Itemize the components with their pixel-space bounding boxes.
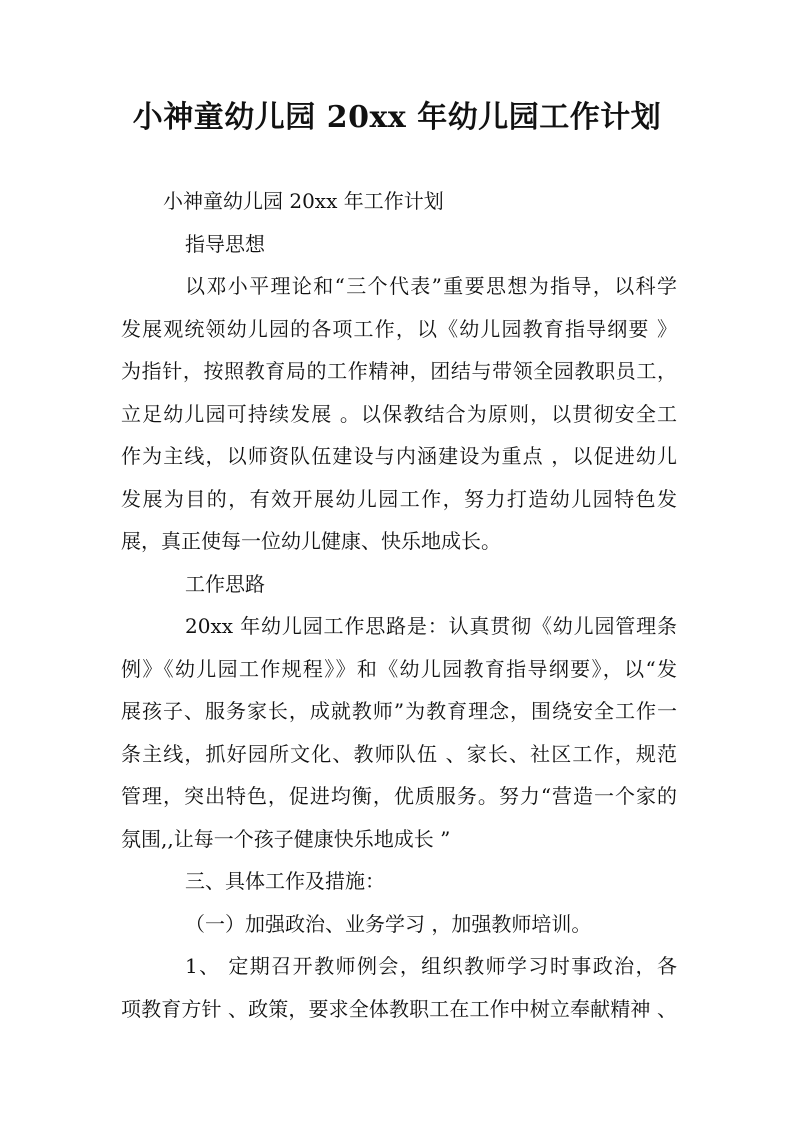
paragraph-line: 立足幼儿园可持续发展 。以保教结合为原则，以贯彻安全工	[121, 402, 677, 426]
paragraph-line: 氛围,,让每一个孩子健康快乐地成长 ”	[121, 827, 451, 851]
paragraph-line: 展孩子、服务家长，成就教师”为教育理念，围绕安全工作一	[121, 699, 677, 723]
paragraph-line: 管理，突出特色，促进均衡，优质服务。努力“营造一个家的	[121, 784, 677, 808]
paragraph-line: 20xx 年幼儿园工作思路是：认真贯彻《幼儿园管理条	[185, 614, 677, 638]
section-heading-work-ideas: 工作思路	[185, 572, 265, 596]
paragraph-line: 例》《幼儿园工作规程》》和《幼儿园教育指导纲要》，以“发	[121, 657, 677, 681]
paragraph-line: 为指针，按照教育局的工作精神，团结与带领全园教职员工，	[121, 359, 677, 383]
section-heading-guiding-thought: 指导思想	[185, 232, 265, 256]
subsection-heading: （一）加强政治、业务学习 ，加强教师培训。	[185, 912, 592, 936]
section-heading-measures: 三、具体工作及措施：	[185, 869, 385, 893]
paragraph-line: 条主线，抓好园所文化、教师队伍 、家长、社区工作，规范	[121, 742, 677, 766]
paragraph-line: 发展观统领幼儿园的各项工作，以《幼儿园教育指导纲要 》	[121, 317, 677, 341]
paragraph-line: 以邓小平理论和“三个代表”重要思想为指导，以科学	[185, 274, 677, 298]
document-title: 小神童幼儿园 20xx 年幼儿园工作计划	[132, 100, 662, 135]
paragraph-line: 发展为目的，有效开展幼儿园工作，努力打造幼儿园特色发	[121, 487, 677, 511]
paragraph-line: 作为主线，以师资队伍建设与内涵建设为重点 ，以促进幼儿	[121, 444, 677, 468]
paragraph-line: 项教育方针 、政策，要求全体教职工在工作中树立奉献精神 、	[121, 997, 677, 1021]
paragraph-line: 1、 定期召开教师例会，组织教师学习时事政治，各	[185, 954, 677, 978]
paragraph-line: 展，真正使每一位幼儿健康、快乐地成长。	[121, 529, 501, 553]
subtitle-line: 小神童幼儿园 20xx 年工作计划	[163, 189, 444, 213]
